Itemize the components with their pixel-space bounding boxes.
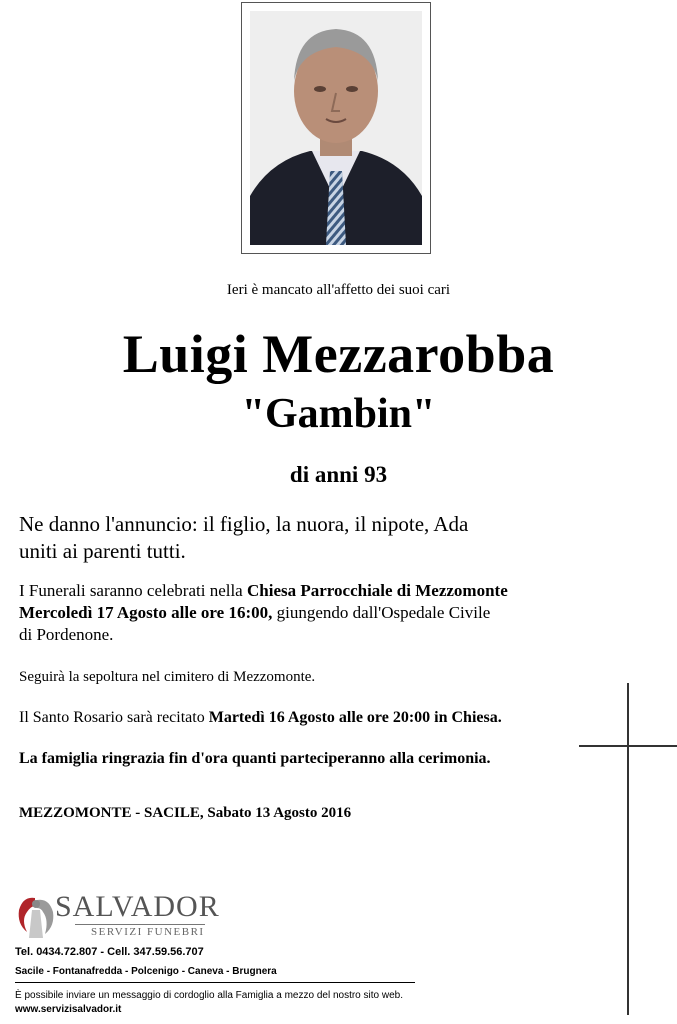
funeral-text: I Funerali saranno celebrati nella (19, 581, 247, 600)
portrait-photo (250, 11, 422, 245)
funeral-datetime: Mercoledì 17 Agosto alle ore 16:00, (19, 603, 273, 622)
funeral-text: giungendo dall'Ospedale Civile (272, 603, 491, 622)
funeral-text: di Pordenone. (19, 625, 114, 644)
funeral-details (19, 580, 579, 646)
rosary-details (19, 709, 579, 727)
announcement-line: Ne danno l'annuncio: il figlio, la nuora, il nipote, Ada (19, 512, 469, 536)
funeral-church: Chiesa Parrocchiale di Mezzomonte (246, 581, 508, 600)
funeral-home-logo (15, 890, 220, 945)
intro-text: Ieri è mancato all'affetto dei suoi cari (226, 282, 451, 298)
logo-subtitle: SERVIZI FUNEBRI (91, 926, 205, 938)
rosary-text: Il Santo Rosario sarà recitato (19, 709, 209, 726)
angel-icon (15, 892, 57, 942)
rosary-datetime: Martedì 16 Agosto alle ore 20:00 in Chiesa. (208, 709, 502, 726)
contact-phones: Tel. 0434.72.807 - Cell. 347.59.56.707 (15, 946, 204, 958)
condolence-note: È possibile inviare un messaggio di cordoglio alla Famiglia a mezzo del nostro sito web. (15, 990, 403, 1001)
deceased-name: Luigi Mezzarobba (122, 324, 555, 384)
announcement-line: uniti ai parenti tutti. (19, 539, 186, 563)
dateline: MEZZOMONTE - SACILE, Sabato 13 Agosto 2016 (19, 805, 352, 821)
portrait-frame (241, 2, 431, 254)
footer-divider (15, 982, 415, 983)
cross-icon (627, 683, 629, 1015)
announcement (19, 511, 579, 565)
burial-text: Seguirà la sepoltura nel cimitero di Mezzomonte. (19, 669, 316, 685)
deceased-age: di anni 93 (289, 462, 388, 487)
thanks-text: La famiglia ringrazia fin d'ora quanti parteciperanno alla cerimonia. (19, 750, 491, 767)
service-towns: Sacile - Fontanafredda - Polcenigo - Caneva - Brugnera (15, 966, 277, 977)
logo-name: SALVADOR (55, 890, 220, 923)
deceased-nickname: "Gambin" (241, 391, 436, 437)
logo-divider (75, 924, 205, 925)
cross-icon-arm (579, 745, 677, 747)
website-link[interactable]: www.servizisalvador.it (15, 1004, 122, 1015)
